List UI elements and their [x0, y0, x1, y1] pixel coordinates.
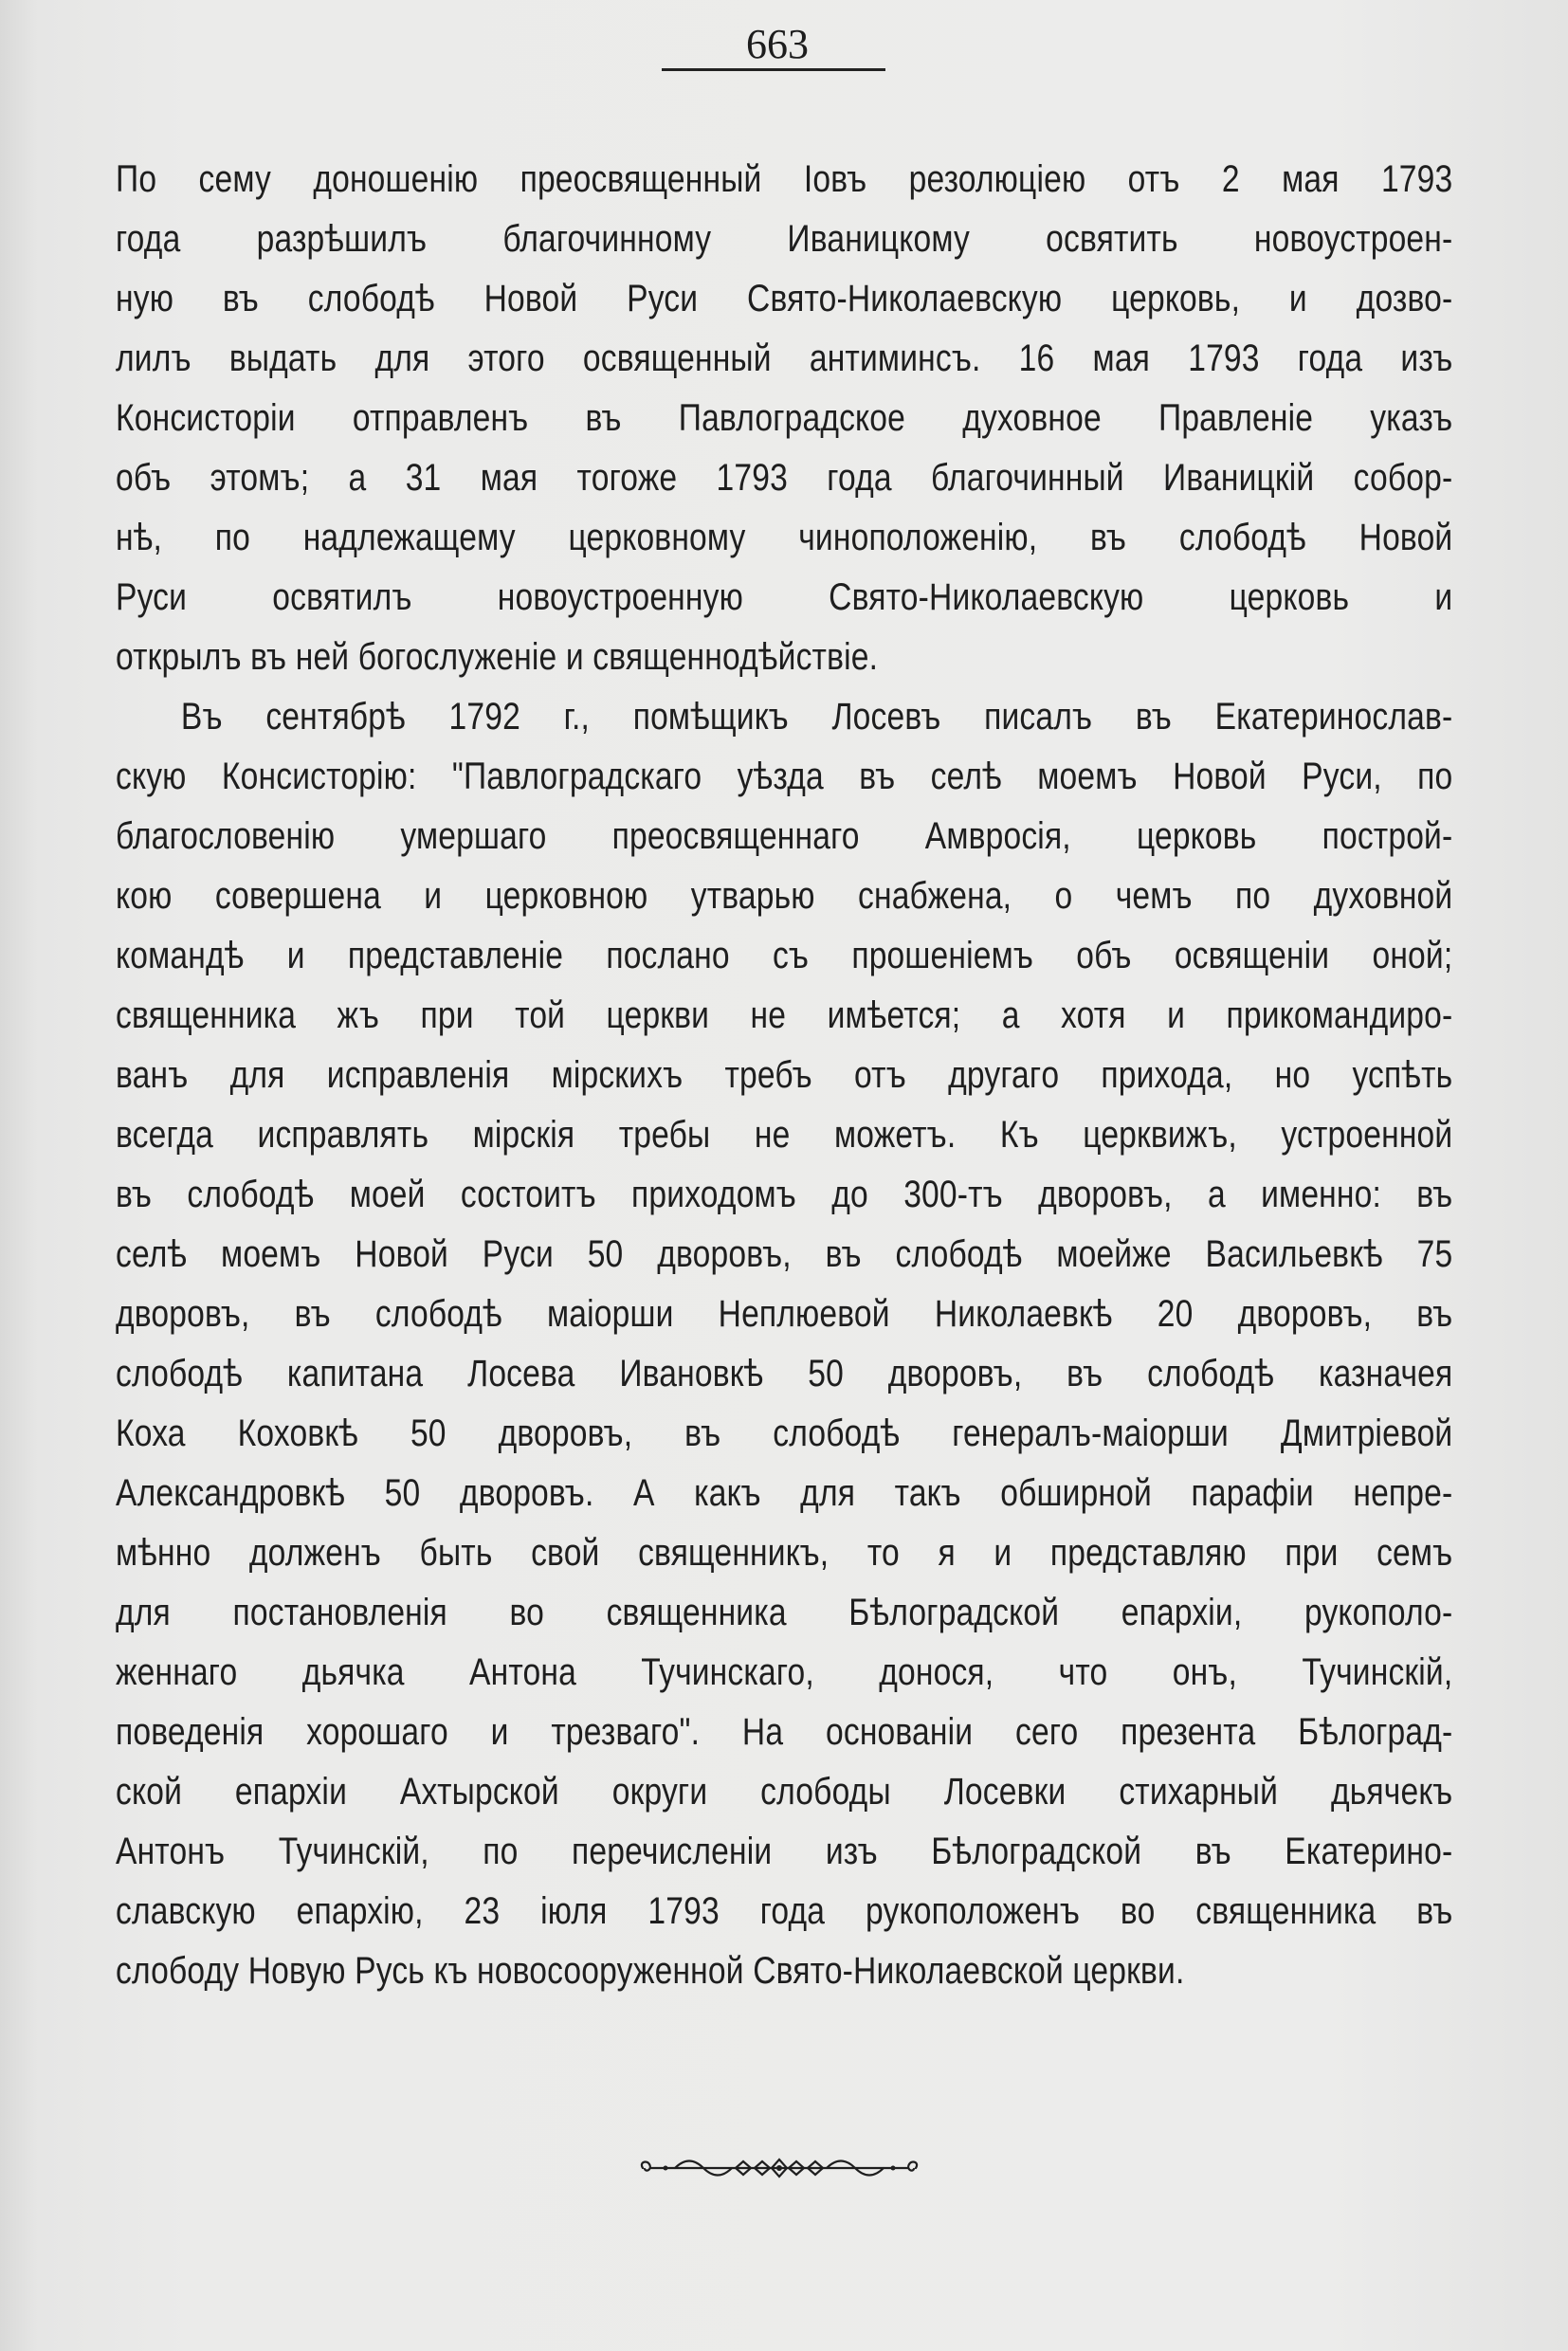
text-line: всегда исправлять мірскія требы не можетъ. Къ церквижъ, устроенной [116, 1114, 1453, 1156]
text-line: ванъ для исправленія мірскихъ требъ отъ другагo прихода, но успѣть [116, 1054, 1453, 1096]
text-line: Руси освятилъ новоустроенную Свято-Николаевскую церковь и [116, 576, 1453, 618]
scroll-ornament-icon [637, 2154, 921, 2182]
page-number: 663 [746, 21, 809, 67]
text-line: дворовъ, въ слободѣ маіорши Неплюевой Николаевкѣ 20 дворовъ, въ [116, 1293, 1453, 1335]
text-line: Консисторіи отправленъ въ Павлоградское духовное Правленіе указъ [116, 397, 1453, 439]
text-line: слободѣ капитана Лосева Ивановкѣ 50 дворовъ, въ слободѣ казначея [116, 1353, 1453, 1394]
text-line: года разрѣшилъ благочинному Иваницкому освятить новоустроен- [116, 218, 1453, 260]
text-line: благословенію умершаго преосвященнаго Амвросія, церковь построй- [116, 815, 1453, 857]
text-line: женнаго дьячка Антона Тучинскаго, донося, что онъ, Тучинскій, [116, 1651, 1453, 1693]
body-text [116, 150, 1452, 2001]
text-line: селѣ моемъ Новой Руси 50 дворовъ, въ слободѣ моейже Васильевкѣ 75 [116, 1233, 1453, 1275]
text-line: нѣ, по надлежащему церковному чиноположенію, въ слободѣ Новой [116, 517, 1453, 558]
text-line: мѣнно долженъ быть свой священникъ, то я и представляю при семъ [116, 1532, 1453, 1574]
text-line: Антонъ Тучинскій, по перечисленіи изъ Бѣлоградской въ Екатерино- [116, 1831, 1453, 1872]
text-line: скую Консисторію: "Павлоградскаго уѣзда въ селѣ моемъ Новой Руси, по [116, 756, 1453, 797]
page-number-rule [662, 68, 885, 71]
text-line: Коха Коховкѣ 50 дворовъ, въ слободѣ генералъ-маіорши Дмитріевой [116, 1412, 1453, 1454]
text-line: Въ сентябрѣ 1792 г., помѣщикъ Лосевъ писалъ въ Екатеринослав- [180, 696, 1453, 738]
text-line: объ этомъ; а 31 мая тогоже 1793 года благочинный Иваницкій собор- [116, 457, 1453, 499]
text-line: ской епархіи Ахтырской округи слободы Лосевки стихарный дьячекъ [116, 1771, 1453, 1813]
text-line: славскую епархію, 23 іюля 1793 года рукоположенъ во священника въ [116, 1890, 1453, 1932]
text-line: По сему доношенію преосвященный Іовъ резолюціею отъ 2 мая 1793 [116, 158, 1453, 200]
text-line: поведенія хорошаго и трезваго". На основаніи сего презента Бѣлоград- [116, 1711, 1453, 1753]
text-line: командѣ и представленіе послано съ прошеніемъ объ освященіи оной; [116, 935, 1453, 976]
text-line: Александровкѣ 50 дворовъ. А какъ для такъ обширной парафіи непре- [116, 1472, 1453, 1514]
text-line: открылъ въ ней богослуженіе и священнодѣйствіе. [116, 636, 879, 678]
text-line: лилъ выдать для этого освященный антиминсъ. 16 мая 1793 года изъ [116, 337, 1453, 379]
text-line: слободу Новую Русь къ новосооруженной Свято-Николаевской церкви. [116, 1950, 1185, 1992]
text-line: кою совершена и церковною утварью снабжена, о чемъ по духовной [116, 875, 1453, 917]
text-line: для постановленія во священника Бѣлоградской епархіи, рукополо- [116, 1592, 1453, 1633]
text-line: священника жъ при той церкви не имѣется; а хотя и прикомандиро- [116, 994, 1453, 1036]
text-line: въ слободѣ моей состоитъ приходомъ до 300-тъ дворовъ, а именно: въ [116, 1174, 1453, 1215]
text-line: ную въ слободѣ Новой Руси Свято-Николаевскую церковь, и дозво- [116, 278, 1453, 319]
